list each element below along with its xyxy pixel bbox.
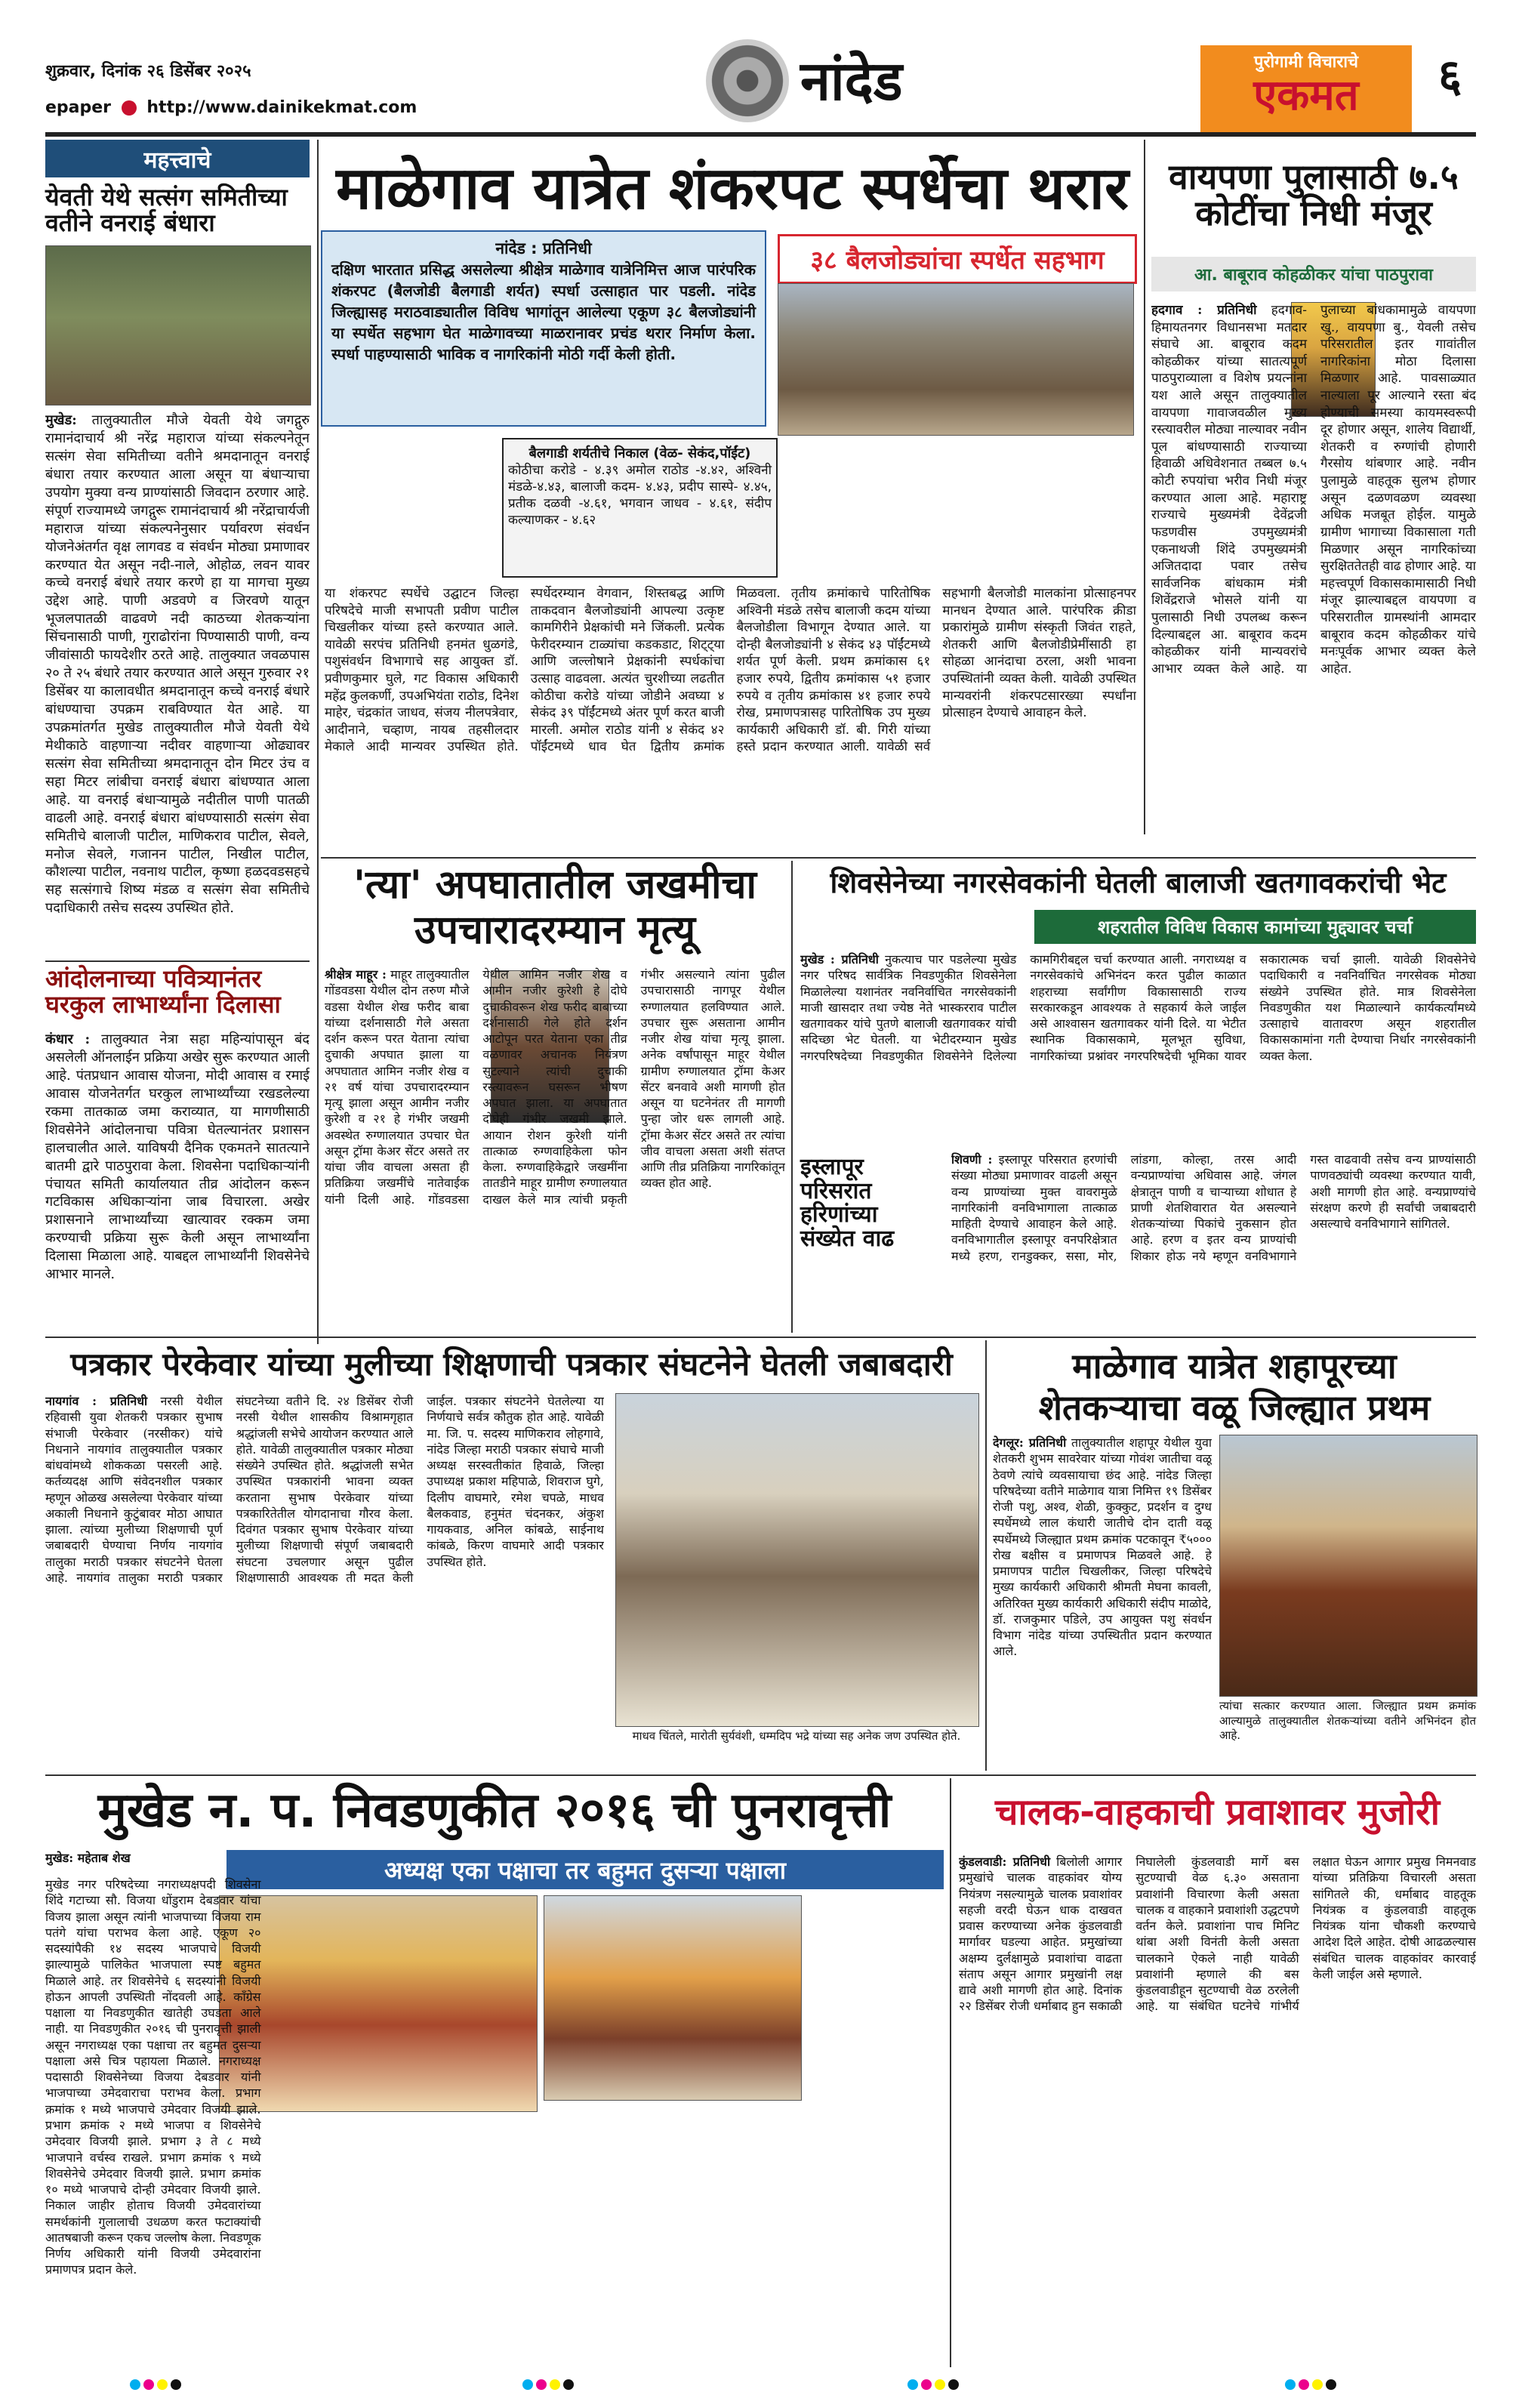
shivsena-text: नुकत्याच पार पडलेल्या मुखेड नगर परिषद सार्वत्रिक निवडणुकीत शिवसेनेला मिळालेल्या यशानंतर नवनिर्वाचित नगरसेवकांनी माजी खासदार तथा ज्येष्ठ नेते भास्करराव पाटील खतगावकर यांचे पुतणे बालाजी खतगावकर यांची सदिच्छा भेट घेतली. या भेटीदरम्यान मुखेड नगरपरिषदेच्या निवडणुकीत शिवसेनेने दिलेल्या कामगिरीबद्दल चर्चा करण्यात आली. नगराध्यक्ष व नगरसेवकांचे अभिनंदन करत पुढील काळात शहराच्या सर्वांगीण विकासासाठी राज्य सरकारकडून आवश्यक ते सहकार्य केले जाईल असे आश्वासन खतगावकर यांनी दिले. या भेटीत स्थानिक विकासकामे, मूलभूत सुविधा, नागरिकांच्या प्रश्नांवर नगरपरिषदेची भूमिका यावर सकारात्मक चर्चा झाली. यावेळी शिवसेनेचे पदाधिकारी व नवनिर्वाचित नगरसेवक मोठ्या संख्येने उपस्थित होते. मात्र शिवसेनेला निवडणुकीत यश मिळाल्याने कार्यकर्त्यांमध्ये उत्साहाचे वातावरण असून शहरातील विकासकामांना गती देण्याचा निर्धार नगरसेवकांनी व्यक्त केला.	[800, 952, 1476, 1063]
sidebar-story1-dateline: मुखेड:	[45, 412, 77, 428]
sidebar-story1-text: तालुक्यातील मौजे येवती येथे जगद्गुरु रामानंदाचार्य श्री नरेंद्र महाराज यांच्या संकल्पनेतून सत्संग सेवा समितीच्या वतीने श्रमदानातून वनराई बंधारा तयार करण्यात आला असून या बंधाऱ्याचा उपयोग मुक्या वन्य प्राण्यांसाठी जिवदान ठरणार आहे. संपूर्ण राज्यामध्ये जगद्गुरू रामानंदाचार्य श्री नरेंद्राचार्यजी महाराज यांच्या संकल्पनेनुसार पर्यावरण संवर्धन योजनेअंतर्गत वृक्ष लागवड व संवर्धन मोठ्या प्रमाणावर करण्यात येत असून नदी-नाले, ओहोळ, लवन यावर कच्चे वनराई बंधारे तयार करणे हा या मागचा मुख्य उद्देश आहे. पाणी अडवणे व जिरवणे यातून भूजलपातळी वाढवणे नदी काठच्या शेतकऱ्यांना सिंचनासाठी पाणी, गुराढोरांना पिण्यासाठी पाणी, वन्य जीवांसाठी फायदेशीर ठरते आहे. तालुक्यात जवळपास २० ते २५ बंधारे तयार करण्यात आले असून गुरुवार २१ डिसेंबर या कालावधीत श्रमदानातून कच्चे वनराई बंधारे बांधण्याचा उपक्रम राबविण्यात येत आहे. या उपक्रमांतर्गत मुखेड तालुक्यातील मौजे येवती येथे मेथीकाठे वाहणाऱ्या नदीवर वाहणाऱ्या ओढ्यावर सत्संग सेवा समितीच्या श्रमदानातून दोन मिटर उंच व सहा मिटर लांबीचा वनराई बंधारा बांधण्यात आला आहे. या वनराई बंधाऱ्यामुळे नदीतील पाणी पातळी वाढली आहे. वनराई बंधारा बांधण्यासाठी सत्संग सेवा समितीचे बालाजी पाटील, माणिकराव पाटील, सेवले, मनोज सेवले, गजानन पाटील, निखील पाटील, कौशल्या पाटील, नवनाथ पाटील, कृष्णा हळदवडसहचे सह सत्संगाचे शिष्य मंडळ व सत्संग सेवा समितीचे पदाधिकारी तसेच सदस्य उपस्थित होते.	[45, 412, 310, 917]
education-headline: पत्रकार पेरकेवार यांच्या मुलीच्या शिक्षणाची पत्रकार संघटनेने घेतली जबाबदारी	[70, 1346, 953, 1383]
lead-result-box	[502, 438, 778, 578]
cyan-dot	[522, 2379, 533, 2390]
accident-headline-line2: उपचारादरम्यान मृत्यू	[414, 908, 695, 953]
lead-body: या शंकरपट स्पर्धेचे उद्घाटन जिल्हा परिषदेचे माजी सभापती प्रवीण पाटील चिखलीकर यांच्या हस्ते करण्यात आले. यावेळी सरपंच प्रतिनिधी हनमंत धुळगंडे, पशुसंवर्धन विभागाचे सह आयुक्त डॉ. प्रवीणकुमार घुले, गट विकास अधिकारी महेंद्र कुलकर्णी, उपअभियंता राठोड, दिनेश माहेर, चंद्रकांत जाधव, संजय नीलपत्रेवार, आदीनाने, चव्हाण, नायब तहसीलदार मेकाले आदी मान्यवर उपस्थित होते. स्पर्धेदरम्यान वेगवान, शिस्तबद्ध आणि ताकदवान बैलजोड्यांनी आपल्या उत्कृष्ट कामगिरीने प्रेक्षकांची मने जिंकली. प्रत्येक फेरीदरम्यान टाळ्यांचा कडकडाट, शिट्ट्या आणि जल्लोषाने प्रेक्षकांनी स्पर्धकांचा उत्साह वाढवला. अत्यंत चुरशीच्या लढतीत कोठीचा करोडे यांच्या जोडीने अवघ्या ४ सेकंद ३९ पॉईंटमध्ये अंतर पूर्ण करत बाजी मारली. अमोल राठोड यांनी ४ सेकंद ४२ पॉईंटमध्ये धाव घेत द्वितीय क्रमांक मिळवला. तृतीय क्रमांकाचे पारितोषिक अश्विनी मंडळे तसेच बालाजी कदम यांच्या बैलजोडीला विभागून देण्यात आले. या दोन्ही बैलजोड्यांनी ४ सेकंद ४३ पॉईंटमध्ये शर्यत पूर्ण केली. प्रथम क्रमांकास ६१ हजार रुपये, द्वितीय क्रमांकास ५१ हजार रुपये व तृतीय क्रमांकास ४१ हजार रुपये रोख, प्रमाणपत्रासह पारितोषिक उप मुख्य कार्यकारी अधिकारी डॉ. बी. गिरी यांच्या हस्ते प्रदान करण्यात आली. यावेळी सर्व सहभागी बैलजोडी मालकांना प्रोत्साहनपर मानधन देण्यात आले. पारंपरिक क्रीडा प्रकारांमुळे ग्रामीण संस्कृती जिवंत राहते, शेतकरी आणि बैलजोडीप्रेमींसाठी हा सोहळा आनंदाचा ठरला, अशी भावना उपस्थितांनी व्यक्त केली. यावेळी उपस्थित मान्यवरांनी शंकरपटसारख्या स्पर्धांना प्रोत्साहन देण्याचे आवाहन केले.	[325, 586, 1136, 755]
mukhed-body: मुखेड नगर परिषदेच्या नगराध्यक्षपदी शिवसेना शिंदे गटाच्या सौ. विजया धोंडुराम देबडवार यांचा विजय झाला असून त्यांनी भाजपाच्या विजया राम पतंगे यांचा पराभव केला आहे. एकूण २० सदस्यांपैकी १४ सदस्य भाजपाचे विजयी झाल्यामुळे पालिकेत भाजपाला स्पष्ट बहुमत मिळाले आहे. तर शिवसेनेचे ६ सदस्यांनी विजयी होऊन आपली उपस्थिती नोंदवली आहे. कॉंग्रेस पक्षाला या निवडणुकीत खातेही उघडता आले नाही. या निवडणुकीत २०१६ ची पुनरावृत्ती झाली असून नगराध्यक्ष एका पक्षाचा तर बहुमत दुसऱ्या पक्षाला असे चित्र पहायला मिळाले. नगराध्यक्ष पदासाठी शिवसेनेच्या विजया देबडवार यांनी भाजपाच्या उमेदवाराचा पराभव केला. प्रभाग क्रमांक १ मध्ये भाजपाचे उमेदवार विजयी झाले. प्रभाग क्रमांक २ मध्ये भाजपा व शिवसेनेचे उमेदवार विजयी झाले. प्रभाग ३ ते ८ मध्ये भाजपाने वर्चस्व राखले. प्रभाग क्रमांक ९ मध्ये शिवसेनेचे उमेदवार विजयी झाले. प्रभाग क्रमांक १० मध्ये भाजपाचे दोन्ही उमेदवार विजयी झाले. निकाल जाहीर होताच विजयी उमेदवारांच्या समर्थकांनी गुलालाची उधळण करत फटाक्यांची आतषबाजी करून एकच जल्लोष केला. निवडणूक निर्णय अधिकारी यांनी विजयी उमेदवारांना प्रमाणपत्र प्रदान केले.	[45, 1877, 261, 2277]
black-dot	[563, 2379, 574, 2390]
shahapur-photo-caption: त्यांचा सत्कार करण्यात आला. जिल्ह्यात प्रथम क्रमांक आल्यामुळे तालुक्यातील शेतकऱ्यांच्या वतीने अभिनंदन होत आहे.	[1219, 1699, 1476, 1742]
bridge-subhead: आ. बाबूराव कोहळीकर यांचा पाठपुरावा	[1151, 257, 1476, 291]
education-photo-caption: माधव चिंतले, मारोती सुर्यवंशी, धम्मदिप भद्रे यांच्या सह अनेक जण उपस्थित होते.	[632, 1729, 961, 1743]
sidebar-story2-text: तालुक्यात नेत्रा सहा महिन्यांपासून बंद असलेली ऑनलाईन प्रक्रिया अखेर सुरू करण्यात आली आहे. पंतप्रधान आवास योजना, मोदी आवास व रमाई आवास योजनेतर्गत घरकुल लाभार्थ्यांच्या रखडलेल्या रकमा तातकाळ जमा कराव्यात, या मागणीसाठी शिवसेनेने आंदोलनाचा पवित्रा घेतल्यानंतर प्रशासन हालचालीत आले. याविषयी दैनिक एकमतने सातत्याने बातमी द्वारे पाठपुरावा केला. शिवसेना पदाधिकाऱ्यांनी पंचायत समिती कार्यालयात तीव्र आंदोलन करून गटविकास अधिकाऱ्यांना जाब विचारला. अखेर प्रशासनाने लाभार्थ्यांच्या खात्यावर रक्कम जमा करण्याची प्रक्रिया सुरू केली असून लाभार्थ्यांना दिलासा मिळाला आहे. याबद्दल लाभार्थ्यांनी शिवसेनेचे आभार मानले.	[45, 1031, 310, 1283]
masthead-city: नांदेड	[800, 49, 903, 113]
bridge-text: हदगाव-हिमायतनगर विधानसभा मतदार संघाचे आ. बाबूराव कदम कोहळीकर यांच्या सातत्यपूर्ण पाठपुराव्याला व विशेष प्रयत्नांना यश आले असून तालुक्यातील वायपणा गावाजवळील मुख्य रस्त्यावरील मोठ्या नाल्यावर नवीन पूल बांधण्यासाठी राज्याच्या हिवाळी अधिवेशनात तब्बल ७.५ कोटी रुपयांचा भरीव निधी मंजूर करण्यात आला आहे. महाराष्ट्र राज्याचे मुख्यमंत्री देवेंद्रजी फडणवीस उपमुख्यमंत्री एकनाथजी शिंदे उपमुख्यमंत्री अजितदादा पवार तसेच सार्वजनिक बांधकाम मंत्री शिवेंद्रराजे भोसले यांनी या पुलासाठी निधी उपलब्ध करून दिल्याबद्दल आ. बाबूराव कदम कोहळीकर यांनी मान्यवरांचे आभार व्यक्त केले आहे. या पुलाच्या बांधकामामुळे वायपणा खु., वायपणा बु., येवली तसेच परिसरातील इतर गावांतील नागरिकांना मोठा दिलासा मिळणार आहे. पावसाळ्यात नाल्याला पूर आल्याने रस्ता बंद होण्याची समस्या कायमस्वरूपी दूर होणार असून, शालेय विद्यार्थी, शेतकरी व रुग्णांची होणारी गैरसोय थांबणार आहे. नवीन पुलामुळे वाहतूक सुलभ होणार असून दळणवळण व्यवस्था अधिक मजबूत होईल. यामुळे ग्रामीण भागाच्या विकासाला गती मिळणार असून नागरिकांच्या सुरक्षिततेतही वाढ होणार आहे. या महत्त्वपूर्ण विकासकामासाठी निधी मंजूर झाल्याबद्दल वायपणा व परिसरातील ग्रामस्थांनी आमदार बाबूराव कदम कोहळीकर यांचे मनःपूर्वक आभार व्यक्त केले आहेत.	[1151, 303, 1476, 677]
mukhed-rule	[950, 1778, 951, 2367]
shivsena-body	[800, 951, 1476, 1144]
lead-headline: माळेगाव यात्रेत शंकरपट स्पर्धेचा थरार	[336, 155, 1129, 223]
shivsena-byline: मुखेड : प्रतिनिधी	[800, 952, 879, 967]
mukhed-byline: मुखेड: महेताब शेख	[45, 1851, 131, 1865]
print-marks-center	[521, 2379, 575, 2393]
sidebar-story2-body	[45, 1031, 310, 1348]
shahapur-headline-line1: माळेगाव यात्रेत शहापूरच्या	[1072, 1346, 1397, 1386]
lead-photo-banner: ३८ बैलजोड्यांचा स्पर्धेत सहभाग	[778, 234, 1137, 284]
sidebar-story2-headline: आंदोलनाच्या पवित्र्यानंतर घरकुल लाभार्थ्यांना दिलासा	[45, 964, 281, 1019]
print-marks-far-right	[1283, 2379, 1338, 2393]
education-body	[45, 1393, 604, 1763]
epaper-url: http://www.dainikekmat.com	[146, 98, 418, 117]
masthead-rule	[45, 132, 1476, 137]
driver-body	[959, 1854, 1476, 2360]
cyan-dot	[907, 2379, 918, 2390]
bridge-headline: वायपणा पुलासाठी ७.५ कोटींचा निधी मंजूर	[1169, 156, 1459, 234]
shahapur-body	[993, 1435, 1212, 1763]
globe-icon	[122, 100, 137, 116]
shahapur-byline: देगलूर: प्रतिनिधी	[993, 1435, 1067, 1450]
shahapur-headline-line2: शेतकऱ्याचा वळू जिल्ह्यात प्रथम	[1038, 1387, 1431, 1428]
sidebar-divider	[45, 960, 310, 962]
magenta-dot	[536, 2379, 547, 2390]
brand-logo	[1200, 45, 1412, 136]
sidebar-tag: महत्त्वाचे	[45, 140, 310, 177]
accident-rule	[791, 861, 793, 1333]
magenta-dot	[1299, 2379, 1309, 2390]
sidebar-story1-body	[45, 412, 310, 955]
mukhed-subhead: अध्यक्ष एका पक्षाचा तर बहुमत दुसऱ्या पक्षाला	[226, 1850, 944, 1889]
yellow-dot	[157, 2379, 168, 2390]
brand-name: एकमत	[1253, 71, 1359, 120]
print-marks-left	[128, 2379, 183, 2393]
shahapur-bull-photo	[1219, 1435, 1477, 1697]
black-dot	[1326, 2379, 1336, 2390]
accident-text: माहूर तालुक्यातील गोंडवडसा येथील दोन तरुण मौजे वडसा येथील शेख फरीद बाबा यांच्या दर्शनासाठी गेले असता दर्शन करून परत येताना त्यांचा दुचाकी अपघात झाला या अपघातात आमिन नजीर शेख व २१ वर्ष यांचा उपचारादरम्यान मृत्यू झाला असून आमीन नजीर कुरेशी व २१ हे गंभीर जखमी अवस्थेत रुग्णालयात उपचार घेत असून ट्रॉमा केअर सेंटर असते तर यांचा जीव वाचला असता ही प्रतिक्रिया जखमींचे नातेवाईक यांनी दिली आहे. गोंडवडसा येथील आमिन नजीर शेख व आमीन नजीर कुरेशी हे दोघे दुचाकीवरून शेख फरीद बाबाच्या दर्शनासाठी गेले होते दर्शन आटोपून परत येताना एका तीव्र वळणावर अचानक नियंत्रण सुटल्याने त्यांची दुचाकी रस्त्यावरून घसरून भीषण अपघात झाला. या अपघातात दोघेही गंभीर जखमी झाले. आयान रोशन कुरेशी यांनी तात्काळ रुग्णवाहिकेला फोन केला. रुग्णवाहिकेद्वारे जखमींना तातडीने माहूर ग्रामीण रुग्णालयात दाखल केले मात्र त्यांची प्रकृती गंभीर असल्याने त्यांना पुढील उपचारासाठी नागपूर येथील रुग्णालयात हलविण्यात आले. उपचार सुरू असताना आमीन नजीर शेख यांचा मृत्यू झाला. अनेक वर्षांपासून माहूर येथील ग्रामीण रुग्णालयात ट्रॉमा केअर सेंटर बनवावे अशी मागणी होत असून या घटनेनंतर ती मागणी पुन्हा जोर धरू लागली आहे. ट्रॉमा केअर सेंटर असते तर त्यांचा जीव वाचला असता अशी संतप्त आणि तीव्र प्रतिक्रिया नागरिकांतून व्यक्त होत आहे.	[325, 967, 785, 1207]
education-rule	[985, 1340, 987, 1771]
bridge-byline: हदगाव : प्रतिनिधी	[1151, 303, 1257, 318]
yellow-dot	[550, 2379, 560, 2390]
shivsena-subhead: शहरातील विविध विकास कामांच्या मुद्द्यावर चर्चा	[1034, 910, 1476, 944]
education-text: नरसी येथील रहिवासी युवा शेतकरी पत्रकार सुभाष संभाजी पेरकेवार (नरसीकर) यांचे निधनाने नायगांव तालुक्यातील पत्रकार बांधवांमध्ये शोककळा पसरली आहे. कर्तव्यदक्ष आणि संवेदनशील पत्रकार म्हणून ओळख असलेल्या पेरकेवार यांच्या अकाली निधनाने कुटुंबावर मोठा आघात झाला. त्यांच्या मुलीच्या शिक्षणाची पूर्ण जबाबदारी घेण्याचा निर्णय नायगांव तालुका मराठी पत्रकार संघटनेने घेतला आहे. नायगांव तालुका मराठी पत्रकार संघटनेच्या वतीने दि. २४ डिसेंबर रोजी नरसी येथील शासकीय विश्रामगृहात श्रद्धांजली सभेचे आयोजन करण्यात आले होते. यावेळी तालुक्यातील पत्रकार मोठ्या संख्येने उपस्थित होते. श्रद्धांजली सभेत उपस्थित पत्रकारांनी भावना व्यक्त करताना सुभाष पेरकेवार यांच्या पत्रकारितेतील योगदानाचा गौरव केला. दिवंगत पत्रकार सुभाष पेरकेवार यांच्या मुलीच्या शिक्षणाची संपूर्ण जबाबदारी संघटना उचलणार असून पुढील शिक्षणासाठी आवश्यक ती मदत केली जाईल. पत्रकार संघटनेने घेतलेल्या या निर्णयाचे सर्वत्र कौतुक होत आहे. यावेळी मा. जि. प. सदस्य माणिकराव लोहगावे, नांदेड जिल्हा मराठी पत्रकार संघाचे माजी अध्यक्ष सरस्वतीकांत हिवाळे, जिल्हा उपाध्यक्ष प्रकाश महिपाळे, शिवराज घुगे, दिलीप वाघमारे, रमेश चपळे, माधव बैलकवाड, हनुमंत चंदनकर, अंकुश गायकवाड, अनिल कांबळे, साईनाथ कांबळे, किरण वाघमारे आदी पत्रकार उपस्थित होते.	[45, 1394, 604, 1585]
education-group-photo	[615, 1393, 979, 1727]
lead-result-body: कोठीचा करोडे - ४.३९ अमोल राठोड -४.४२, अश्विनी मंडळे-४.४३, बालाजी कदम- ४.४३, प्रदीप सास्पे- ४.४५, प्रतीक दळवी -४.६१, भगवान जाधव - ४.६१, संदीप कल्याणकर - ४.६२	[508, 463, 772, 529]
sidebar-story1-photo	[45, 245, 311, 405]
islapur-dateline: शिवणी :	[951, 1152, 993, 1167]
driver-headline: चालक-वाहकाची प्रवाशावर मुजोरी	[994, 1791, 1441, 1833]
islapur-text: इस्लापूर परिसरात हरणांची संख्या मोठ्या प्रमाणावर वाढली असून वन्य प्राण्यांच्या मुक्त वावरामुळे नागरिकांनी वनविभागाला तात्काळ माहिती देण्याचे आवाहन केले आहे. वनविभागातील इस्लापूर वनपरिक्षेत्रात मध्ये हरण, रानडुक्कर, ससा, मोर, लांडगा, कोल्हा, तरस आदी वन्यप्राण्यांचा अधिवास आहे. जंगल क्षेत्रातून पाणी व चाऱ्याच्या शोधात हे प्राणी शेतशिवारात येत असल्याने शेतकऱ्यांच्या पिकांचे नुकसान होत आहे. हरण व इतर वन्य प्राण्यांची शिकार होऊ नये म्हणून वनविभागाने गस्त वाढवावी तसेच वन्य प्राण्यांसाठी पाणवठ्यांची व्यवस्था करण्यात यावी, अशी मागणी होत आहे. वन्यप्राण्यांचे संरक्षण करणे ही सर्वांची जबाबदारी असल्याचे वनविभागाने सांगितले.	[951, 1152, 1476, 1263]
shivsena-headline: शिवसेनेच्या नगरसेवकांनी घेतली बालाजी खतगावकरांची भेट	[830, 866, 1447, 899]
lead-byline: नांदेड : प्रतिनिधी	[495, 239, 592, 257]
cyan-dot	[130, 2379, 140, 2390]
driver-text: बिलोली आगार प्रमुखांचे चालक वाहकांवर योग्य नियंत्रण नसल्यामुळे चालक प्रवाशांवर सहजी वरदी घेऊन धाक दाखवत प्रवास करण्याच्या अनेक कुंडलवाडी मार्गावर घडल्या आहेत. प्रमुखांच्या अक्षम्य दुर्लक्षामुळे प्रवाशांचा वाढता संताप असून आगार प्रमुखांनी लक्ष द्यावे अशी मागणी होत आहे. दिनांक २२ डिसेंबर रोजी धर्माबाद हुन सकाळी निघालेली कुंडलवाडी मार्गे बस सुटण्याची वेळ ६.३० असताना प्रवाशांनी विचारणा केली असता चालक व वाहकाने प्रवाशांशी उद्धटपणे वर्तन केले. प्रवाशांना पाच मिनिट थांबा अशी विनंती केली असता चालकाने ऐकले नाही यावेळी प्रवाशांनी म्हणाले की बस कुंडलवाडीहून सुटण्याची वेळ ठरलेली आहे. या संबंधित घटनेचे गांभीर्य लक्षात घेऊन आगार प्रमुख निमनवाड यांच्या प्रतिक्रिया विचारली असता सांगितले की, धर्माबाद वाहतूक नियंत्रक व कुंडलवाडी वाहतूक नियंत्रक यांना चौकशी करण्याचे आदेश दिले आहेत. दोषी आढळल्यास संबंधित चालक वाहकांवर कारवाई केली जाईल असे म्हणाले.	[959, 1855, 1476, 2014]
mukhed-headline: मुखेड न. प. निवडणुकीत २०१६ ची पुनरावृत्ती	[97, 1783, 892, 1839]
lead-intro-box	[321, 230, 766, 427]
sidebar-story1-headline: येवती येथे सत्संग समितीच्या वतीने वनराई बंधारा	[45, 183, 288, 237]
lead-photo	[778, 283, 1134, 436]
yellow-dot	[935, 2379, 945, 2390]
masthead-ornament-icon	[706, 39, 789, 122]
yellow-dot	[1312, 2379, 1323, 2390]
magenta-dot	[143, 2379, 154, 2390]
right-column-rule	[1144, 140, 1145, 834]
lead-result-title: बैलगाडी शर्यतीचे निकाल (वेळ- सेकंद,पॉईंट)	[528, 446, 751, 461]
black-dot	[171, 2379, 181, 2390]
page-number: ६	[1438, 50, 1462, 103]
header-date: शुक्रवार, दिनांक २६ डिसेंबर २०२५	[45, 62, 251, 81]
accident-body	[325, 967, 785, 1321]
lead-intro: दक्षिण भारतात प्रसिद्ध असलेल्या श्रीक्षेत्र माळेगाव यात्रेनिमित्त आज पारंपरिक शंकरपट (बैलजोडी बैलगाडी शर्यत) स्पर्धा उत्साहात पार पडली. नांदेड जिल्ह्यासह मराठवाड्यातील विविध भागांतून आलेल्या एकूण ३८ बैलजोड्यांनी या स्पर्धेत सहभाग घेत माळेगावच्या माळरानावर प्रचंड थरार निर्माण केला. स्पर्धा पाहण्यासाठी भाविक व नागरिकांनी मोठी गर्दी केली होती.	[331, 261, 756, 363]
row3-divider	[45, 1774, 1476, 1776]
row2-divider	[45, 1337, 1476, 1338]
print-marks-right	[906, 2379, 960, 2393]
education-byline: नायगांव : प्रतिनिधी	[45, 1394, 148, 1408]
epaper-link[interactable]	[45, 98, 417, 117]
brand-tagline: पुरोगामी विचाराचे	[1253, 53, 1359, 72]
accident-dateline: श्रीक्षेत्र माहूर :	[325, 967, 387, 982]
accident-headline-line1: 'त्या' अपघातातील जखमीचा	[353, 862, 756, 908]
shahapur-text: तालुक्यातील शहापूर येथील युवा शेतकरी शुभम सावरेवार यांच्या गोवंश जातीचा वळू ठेवणे त्यांचे व्यवसायाचा छंद आहे. नांदेड जिल्हा परिषदेच्या वतीने माळेगाव यात्रा निमित्त १९ डिसेंबर रोजी पशु, अश्व, शेळी, कुक्कुट, प्रदर्शन व दुग्ध स्पर्धेमध्ये लाल कंधारी जातीचे दोन दाती वळू स्पर्धेमध्ये जिल्ह्यात प्रथम क्रमांक पटकावून ₹५००० रोख बक्षीस व प्रमाणपत्र मिळवले आहे. हे प्रमाणपत्र पाटील चिखलीकर, जिल्हा परिषदेचे मुख्य कार्यकारी अधिकारी श्रीमती मेघना कावली, अतिरिक्त मुख्य कार्यकारी अधिकारी संदीप माळोदे, डॉ. राजकुमार पडिले, उप आयुक्त पशु संवर्धन विभाग नांदेड यांच्या उपस्थितीत प्रदान करण्यात आले.	[993, 1435, 1212, 1659]
epaper-label: epaper	[45, 98, 112, 117]
black-dot	[948, 2379, 959, 2390]
magenta-dot	[921, 2379, 932, 2390]
islapur-body	[951, 1152, 1476, 1325]
bridge-body	[1151, 302, 1476, 831]
driver-byline: कुंडलवाडी: प्रतिनिधी	[959, 1855, 1051, 1869]
islapur-headline: इस्लापूर परिसरात हरिणांच्या संख्येत वाढ	[800, 1154, 895, 1252]
cyan-dot	[1285, 2379, 1296, 2390]
row1-divider	[321, 857, 1476, 859]
sidebar-story2-dateline: कंधार :	[45, 1031, 91, 1047]
sidebar-rule	[317, 140, 319, 1344]
